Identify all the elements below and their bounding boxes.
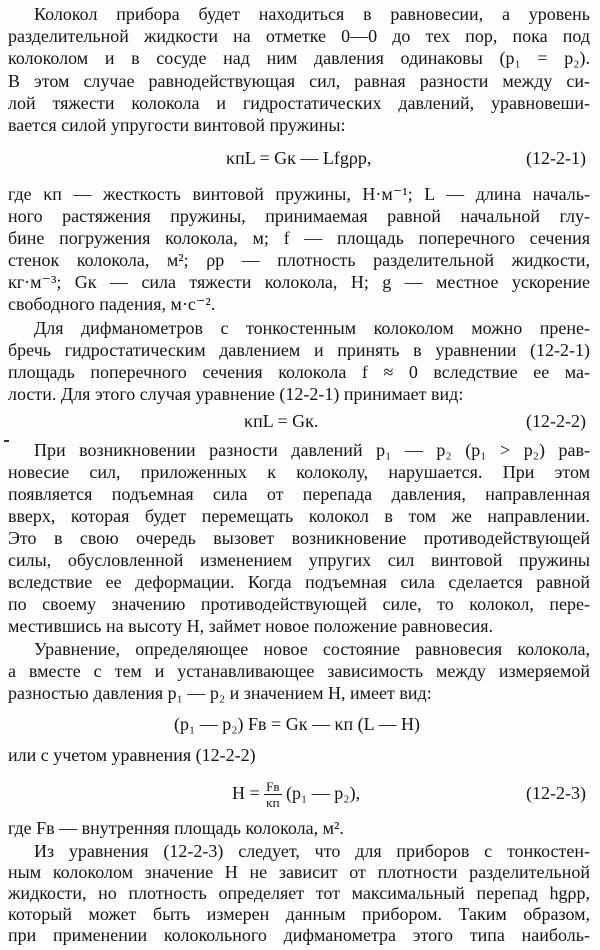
equation-equilibrium [0,711,600,737]
fraction-denominator: κп [266,795,280,811]
text-line: Из уравнения (12-2-3) следует, что для приборов с тонкостен- [34,841,590,861]
text-line: бречь гидростатическим давлением и принять в уравнении (12-2-1) [8,340,590,360]
text-line: колоколом и в сосуде над ним давления одинаковы (p₁ = p₂). [8,48,590,68]
text-line: Это в свою очередь вызовет возникновение противодействующей [8,528,590,548]
text-line: разностью давления p₁ — p₂ и значением H, имеет вид: [8,683,432,703]
equation-number: (12-2-3) [526,783,586,803]
text-line: Для дифманометров с тонкостенным колоколом можно прене- [34,318,590,338]
equation-body [232,773,360,813]
text-line: Уравнение, определяющее новое состояние равновесия колокола, [34,639,590,659]
equation-number: (12-2-2) [526,411,586,431]
equation-fraction [264,780,281,809]
text-line: вается силой упругости винтовой пружины: [8,115,346,135]
margin-mark [4,440,9,442]
text-line: по своему значению противодействующей силе, то колокол, пере- [8,594,590,614]
text-line: новесие сил, приложенных к колоколу, нарушается. При этом [8,462,590,482]
equation-number: (12-2-1) [526,148,586,168]
text-line: местившись на высоту H, займет новое положение равновесия. [8,616,494,636]
text-line: который может быть измерен данным прибором. Таким образом, [8,904,590,924]
text-line: вследствие ее деформации. Когда подъемная сила сделается равной [8,572,590,592]
text-line: вверх, которая будет перемещать колокол в том же направлении. [8,506,590,526]
text-line: свободного падения, м·с⁻². [8,294,216,314]
text-line: силы, обусловленной изменением упругих сил винтовой пружины [8,550,590,570]
text-line: ного растяжения пружины, принимаемая равной начальной глу- [8,206,590,226]
equation-rhs: (p₁ — p₂), [286,783,361,803]
equation-lhs: H = [232,783,260,803]
text-line: жидкости, но плотность определяет тот максимальный перепад hgρр, [8,883,590,903]
equation-12-2-2 [0,408,600,434]
text-line: кг·м⁻³; Gк — сила тяжести колокола, Н; g — местное ускорение [8,272,590,292]
text-line: разделительной жидкости на отметке 0—0 до тех пор, пока под [8,26,590,46]
text-line: ным колоколом значение H не зависит от плотности разделительной [8,862,590,882]
text-line: бине погружения колокола, м; f — площадь поперечного сечения [8,228,590,248]
text-line: лости. Для этого случая уравнение (12-2-1) принимает вид: [8,384,464,404]
text-line: или с учетом уравнения (12-2-2) [8,745,256,765]
text-line: Колокол прибора будет находиться в равновесии, а уровень [34,4,590,24]
equation-12-2-1 [0,145,600,171]
text-line: при применении колокольного дифманометра этого типа наиболь- [8,925,590,945]
equation-12-2-3 [0,773,600,813]
text-line: В этом случае равнодействующая сил, равная разности между си- [8,71,590,91]
text-line: а вместе с тем и устанавливающее зависимость между измеряемой [8,661,590,681]
text-line: где κп — жесткость винтовой пружины, Н·м⁻¹; L — длина началь- [8,184,590,204]
text-line: где Fв — внутренняя площадь колокола, м². [8,818,344,838]
text-line: площадь поперечного сечения колокола f ≈ 0 вследствие ее ма- [8,362,590,382]
equation-body: (p₁ — p₂) Fв = Gк — κп (L — H) [174,714,420,734]
text-line: появляется подъемная сила от перепада давления, направленная [8,484,590,504]
text-line: лой тяжести колокола и гидростатических давлений, уравновеши- [8,93,590,113]
text-line: При возникновении разности давлений p₁ — p₂ (p₁ > p₂) рав- [34,440,590,460]
equation-body: κпL = Gк. [244,411,319,431]
text-line: стенок колокола, м²; ρр — плотность разделительной жидкости, [8,250,590,270]
fraction-numerator: Fв [266,779,280,795]
equation-body: κпL = Gк — Lfgρр, [226,148,372,168]
